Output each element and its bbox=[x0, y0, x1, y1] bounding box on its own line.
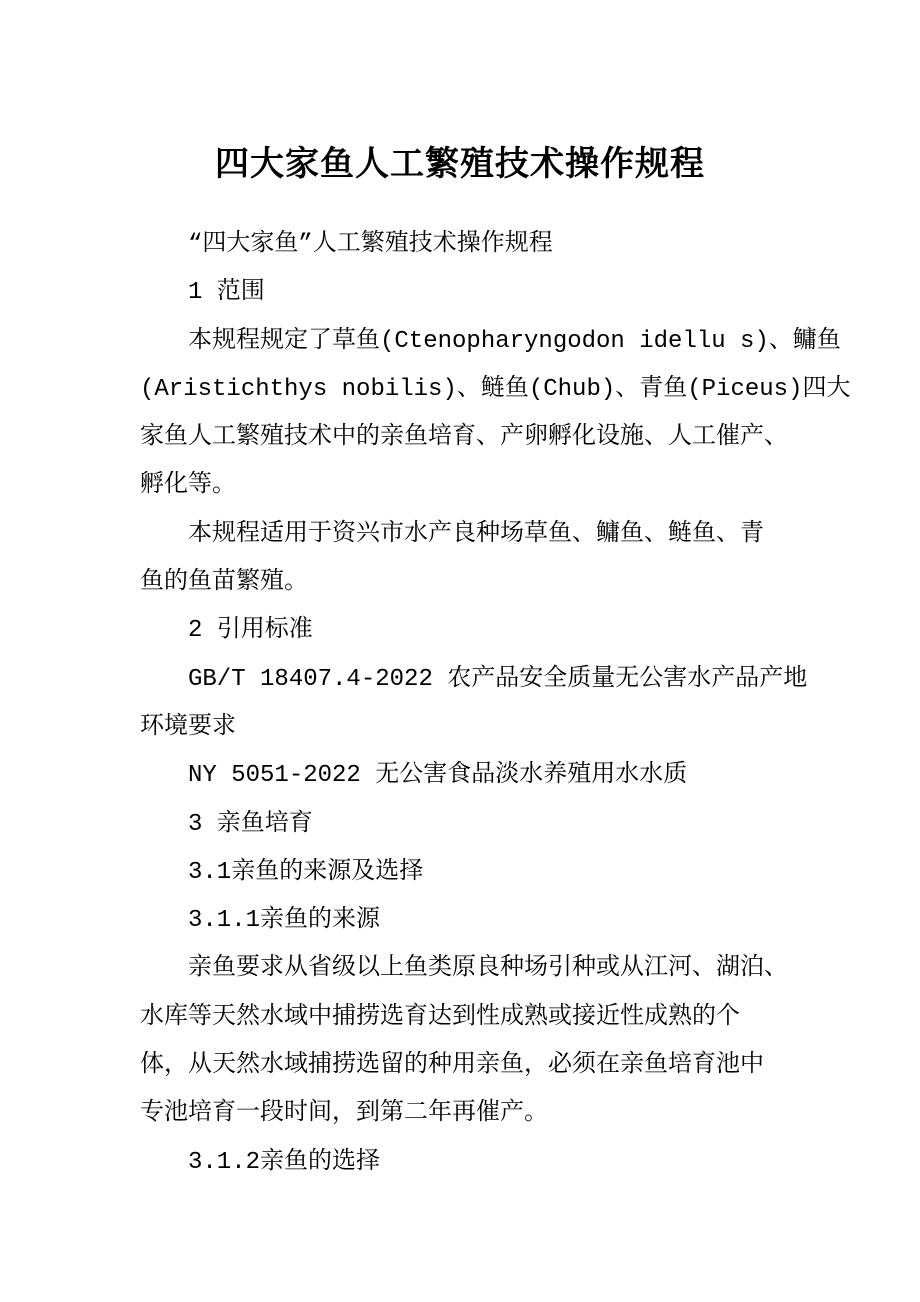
text-line: 环境要求 bbox=[140, 713, 236, 741]
text-line: 本规程适用于资兴市水产良种场草鱼、鳙鱼、鲢鱼、青 bbox=[188, 520, 764, 548]
paragraph bbox=[140, 897, 800, 945]
paragraph bbox=[140, 269, 800, 317]
text-line: 3.1.1亲鱼的来源 bbox=[188, 907, 381, 935]
text-line: 2 引用标准 bbox=[188, 617, 313, 645]
paragraph bbox=[140, 511, 800, 608]
text-line: (Aristichthys nobilis)、鲢鱼(Chub)、青鱼(Piceus)四大 bbox=[140, 375, 851, 403]
document-body bbox=[140, 221, 851, 1187]
text-line: 家鱼人工繁殖技术中的亲鱼培育、产卵孵化设施、人工催产、 bbox=[140, 424, 788, 452]
paragraph bbox=[140, 945, 800, 1138]
paragraph bbox=[140, 801, 800, 849]
text-line: 体，从天然水域捕捞选留的种用亲鱼，必须在亲鱼培育池中 bbox=[140, 1052, 764, 1080]
paragraph bbox=[140, 849, 800, 897]
paragraph bbox=[140, 318, 851, 511]
text-line: 1 范围 bbox=[188, 279, 265, 307]
text-line: 3.1亲鱼的来源及选择 bbox=[188, 858, 424, 886]
text-line: 孵化等。 bbox=[140, 472, 236, 500]
text-line: “四大家鱼”人工繁殖技术操作规程 bbox=[188, 231, 553, 258]
text-line: 水库等天然水域中捕捞选育达到性成熟或接近性成熟的个 bbox=[140, 1003, 740, 1031]
text-line: 亲鱼要求从省级以上鱼类原良种场引种或从江河、湖泊、 bbox=[188, 955, 788, 983]
text-line: NY 5051-2022 无公害食品淡水养殖用水水质 bbox=[188, 762, 688, 790]
paragraph bbox=[140, 607, 800, 655]
paragraph bbox=[140, 656, 808, 753]
text-line: 专池培育一段时间，到第二年再催产。 bbox=[140, 1100, 548, 1128]
paragraph bbox=[140, 221, 800, 269]
text-line: 本规程规定了草鱼(Ctenopharyngodon idellu s)、鳙鱼 bbox=[188, 327, 841, 355]
paragraph bbox=[140, 752, 800, 800]
paragraph bbox=[140, 1139, 800, 1187]
text-line: 3 亲鱼培育 bbox=[188, 810, 313, 838]
text-line: GB/T 18407.4-2022 农产品安全质量无公害水产品产地 bbox=[188, 665, 808, 693]
document-title: 四大家鱼人工繁殖技术操作规程 bbox=[215, 148, 705, 186]
text-line: 鱼的鱼苗繁殖。 bbox=[140, 569, 308, 597]
text-line: 3.1.2亲鱼的选择 bbox=[188, 1148, 381, 1176]
